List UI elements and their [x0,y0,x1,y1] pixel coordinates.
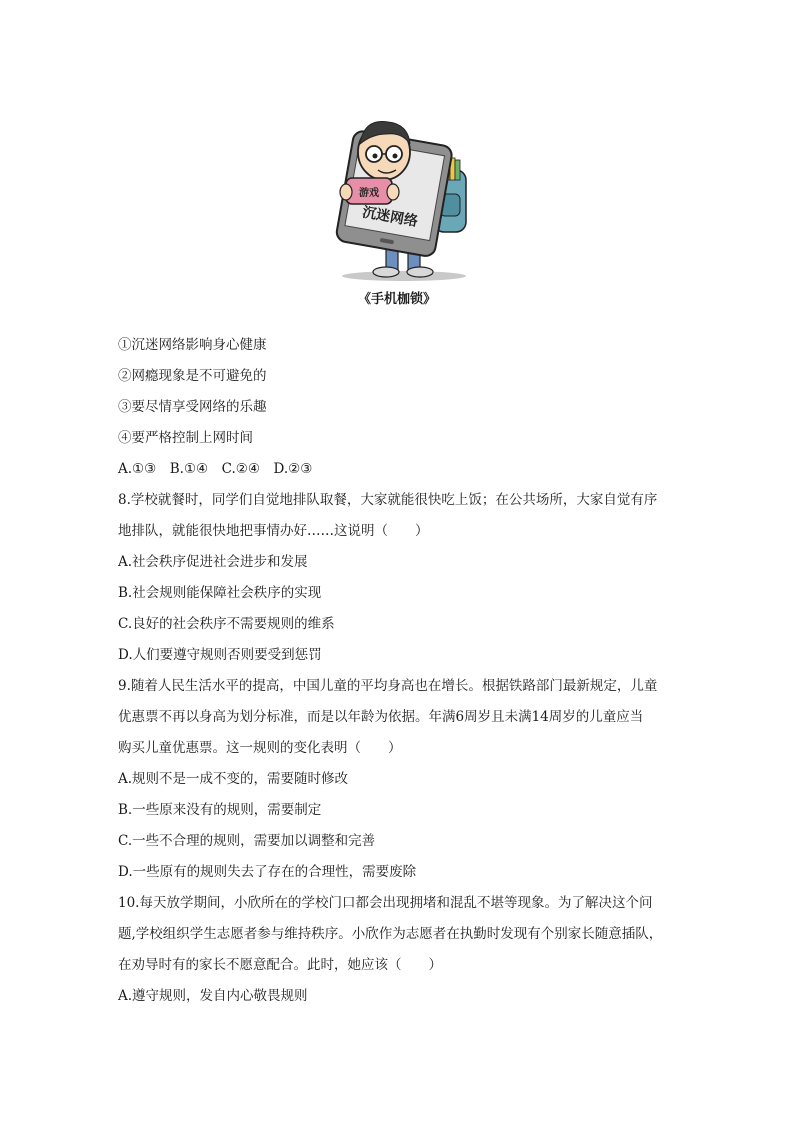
phone-label: 沉迷网络 [361,204,420,231]
option-2: ②网瘾现象是不可避免的 [118,368,267,384]
option-3: ③要尽情享受网络的乐趣 [118,399,267,415]
question-8-line-2: 地排队，就能很快地把事情办好……这说明（ ） [118,523,429,539]
question-10-option-a: A.遵守规则，发自内心敬畏规则 [118,988,308,1004]
question-10-line-3: 在劝导时有的家长不愿意配合。此时，她应该（ ） [118,957,442,973]
question-8-option-c: C.良好的社会秩序不需要规则的维系 [118,616,335,632]
question-8-option-a: A.社会秩序促进社会进步和发展 [118,554,308,570]
question-9-option-a: A.规则不是一成不变的，需要随时修改 [118,771,349,787]
device-label: 游戏 [359,188,379,199]
question-9-option-c: C.一些不合理的规则，需要加以调整和完善 [118,833,376,849]
option-1: ①沉迷网络影响身心健康 [118,337,267,353]
question-10-line-1: 10.每天放学期间，小欣所在的学校门口都会出现拥堵和混乱不堪等现象。为了解决这个问 [118,895,653,911]
figure-caption: 《手机枷锁》 [357,292,436,307]
question-8-option-b: B.社会规则能保障社会秩序的实现 [118,585,322,601]
question-9-line-2: 优惠票不再以身高为划分标准，而是以年龄为依据。年满6周岁且未满14周岁的儿童应当 [118,709,644,725]
answer-choices-7: A.①③ B.①④ C.②④ D.②③ [118,461,313,477]
question-9-option-b: B.一些原来没有的规则，需要制定 [118,802,322,818]
option-4: ④要严格控制上网时间 [118,430,253,446]
cartoon-illustration [316,110,476,285]
question-10-line-2: 题,学校组织学生志愿者参与维持秩序。小欣作为志愿者在执勤时发现有个别家长随意插队， [118,926,663,942]
question-9-line-1: 9.随着人民生活水平的提高，中国儿童的平均身高也在增长。根据铁路部门最新规定，儿童 [118,678,658,694]
question-9-option-d: D.一些原有的规则失去了存在的合理性，需要废除 [118,864,417,880]
question-8-line-1: 8.学校就餐时，同学们自觉地排队取餐，大家就能很快吃上饭；在公共场所，大家自觉有序 [118,492,658,508]
question-8-option-d: D.人们要遵守规则否则要受到惩罚 [118,647,322,663]
ground-shadow [342,271,466,281]
question-9-line-3: 购买儿童优惠票。这一规则的变化表明（ ） [118,740,402,756]
